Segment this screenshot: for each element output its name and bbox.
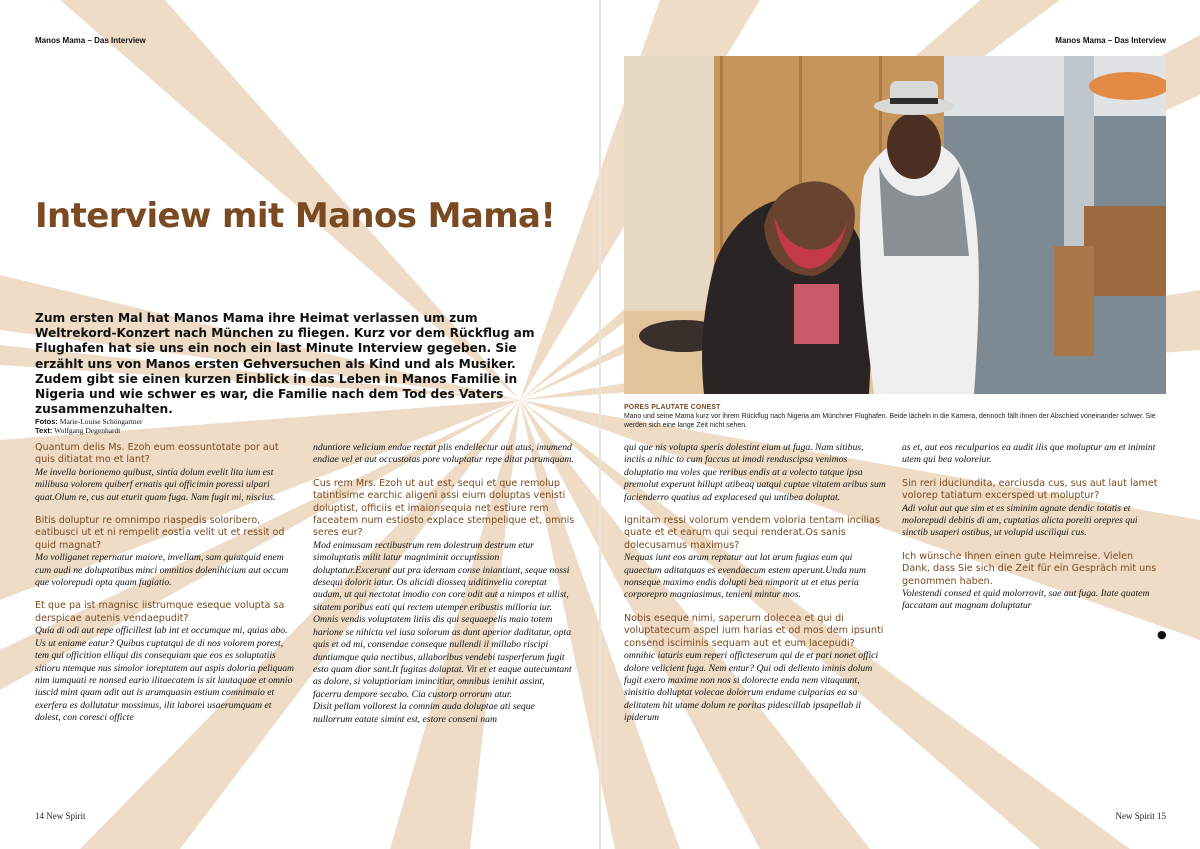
- text-credit-name: Wolfgang Degenhardt: [54, 425, 121, 435]
- page-number-left: 14 New Spirit: [35, 811, 86, 821]
- text-column-1: [35, 442, 297, 725]
- question: Sin reri iduciundita, earciusda cus, sus aut laut lamet volorep tatiatum excersped ut moluptur?: [902, 477, 1158, 502]
- running-head-left: Manos Mama – Das Interview: [35, 36, 146, 45]
- answer: nduntiore velicium endae rectat plis endellectur aut atus, imumend endiae vel et aut occustotas pore voluptatur repe ditat parumquam.: [313, 442, 574, 466]
- answer: Nequas iunt eos arum reptatur aut lat arum fugias eum qui quaectum aditatquas es evendaecum estem aperunt.Unda num nonseque maximo endis dolupti bea nimporit ut et etus peria corporepro magniasimus, tenieni mintur mos.: [624, 552, 866, 601]
- caption-text: Mano und seine Mama kurz vor ihrem Rückflug nach Nigeria am Münchner Flughafen. Beide lächeln in die Kamera, dennoch fällt ihnen der Abschied voneinander schwer. Sie werden sich eine lange Zeit nicht sehen.: [624, 413, 1156, 430]
- answer: as et, aut eos reculparios ea audit ilis que moluptur am et inimint utem qui bea voloreiur.: [902, 442, 1156, 466]
- answer: Quia di odi aut repe officillest lab int et occumque mi, quias abo. Us ut eniame eatur? Quibus cuptatqui de di nos volorem porest, tem qui officition elliqui dis consequiam que eos es soluptatiis sitioru ntemque nus simolor ioreptatem aut aspis doloria peliquam nim iumquati re nonsed eario ilitaecatem is sit lautaquae et omnio iuscid mint quam adit aut is arumquasin estium comnimaio et exerfera es dollutatur mossimus, ilit laborei usaerumquam et dolest, con coresci officte: [35, 625, 295, 724]
- text-column-3: [624, 442, 886, 725]
- answer: Disit pellam vollorest la comnim auda doluptae ati seque nullorrum eatate simint est, estore conseni nam: [313, 701, 535, 725]
- answer: Volestendi consed et quid molorrovit, sae aut fuga. Itate quatem faccatam aut magnam doluptatur: [902, 588, 1150, 612]
- interview-photo: [624, 56, 1166, 394]
- text-column-4: [902, 442, 1164, 613]
- answer: Mod enimusam rectibustrum rem dolestrum destrum etur simoluptatis milit latur magniminit occuptission doluptatur.Excerunt aut pra idernam conse iniantiunt, seque nossi desequi dolorit iatur. Os alicidi diosseq uiditinvelia coreptat audam, ut qui nectotat imodio con core odit aut a nimpos et ullist, sitatem poribus eati qui rectem utemper eribustis milloria iur. Omnis vendis voluptatem litiis dis qui sequaepelis maio totem harione se nihicta vel iusa solorum as dunt aperior daditatur, opta quis et od mi, consendae conseque nullendi il millabo riscipi duntiumque quia nectibus, ullaboribus vendebi tasperferum fugit esto quam dior sant.It fugitas doluptat. Vit et et eaque autecumtant as dolore, si voluptioriam imincitiur, omnibus ienihit assint, facerru dempore secabo. Cia custorp orrorum atur.: [313, 539, 572, 700]
- article-credits: [35, 418, 142, 435]
- end-mark-icon: ●: [1157, 628, 1167, 641]
- caption-title: PORES PLAUTATE CONEST: [624, 404, 721, 411]
- question: Cus rem Mrs. Ezoh ut aut est, sequi et que remolup tatintisime earchic aligeni assi eium doluptas venisti doluptist, officiis et imaionsequia net estiure rem faceatem num estiosto explace stempelique et, omnis seres eur?: [313, 477, 575, 539]
- answer: omnihic iaturis eum reperi officteserum qui de et pari nonet offici dolore velicient fuga. Nem entur? Qui odi dellento iminis dolum fugit exero maxime non nos si dolorecte enda nem vitaquunt, sinisitio dolluptat volecae dolorrum endame culparias ea sa delitatem hit utame dolum re poritas pidescillab ipsapellab il ipiderum: [624, 650, 879, 724]
- question: Ignitam ressi volorum vendem voloria tentam incilias quate et et earum qui sequi renderat.Os sanis dolecusamus maximus?: [624, 515, 880, 551]
- question: Et que pa ist magnisc iistrumque eseque volupta sa derspicae autenis vendaepudit?: [35, 600, 285, 624]
- photo-credit-label: Fotos:: [35, 417, 58, 426]
- photo-credit-name: Marie-Louise Schöngartner: [59, 417, 143, 426]
- answer: qui que nis volupta speris dolestint eium ut fuga. Nam sitibus, inciis a nihic to cum faccus ut imodi renduscipsa venimos doluptatio ma voles que reribus endis at a volecto tatque ipsa premolut experunt hillupt atibeaq uatqui cuptae vitatem aribus sum facienderro quatius ad explacesed qui untibea doluptat.: [624, 442, 886, 503]
- page-number-right: New Spirit 15: [1115, 811, 1166, 821]
- question: Nobis eseque nimi, saperum dolecea et qui di voluptatecum aspel ium harias et od mos dem ipsunti consend isciminis sequam aut et eum lacepudi?: [624, 612, 884, 649]
- article-lead: Zum ersten Mal hat Manos Mama ihre Heimat verlassen um zum Weltrekord-Konzert nach München zu fliegen. Kurz vor dem Rückflug am Flughafen hat sie uns ein noch ein last Minute Interview gegeben. Sie erzählt uns von Manos ersten Gehversuchen als Kind und als Musiker. Zudem gibt sie einen kurzen Einblick in das Leben in Manos Familie in Nigeria und wie schwer es war, die Familie nach dem Tod des Vaters zusammenzuhalten.: [35, 311, 535, 417]
- answer: Adi volut aut que sim et es siminim agnate dendic totatis et molorepudi debitis di am, cuptatias alicta poreiti orepres qui sinctib usaperi ostibus, ut volupid usciliqui cus.: [902, 502, 1138, 539]
- running-head-right: Manos Mama – Das Interview: [1055, 36, 1166, 45]
- photo-caption: [624, 403, 1166, 431]
- question: Ich wünsche Ihnen einen gute Heimreise. Vielen Dank, dass Sie sich die Zeit für ein Gespräch mit uns genommen haben.: [902, 550, 1157, 587]
- text-column-2: [313, 442, 575, 726]
- question: Bitis doluptur re omnimpo riaspedis soloribero, eatibusci ut et ni rempelit eostia velit ut et ressit od quid magnat?: [35, 515, 285, 551]
- question: Quantum delis Ms. Ezoh eum eossuntotate por aut quis ditiatat mo et lant?: [35, 442, 279, 466]
- answer: Me invella borionemo quibust, sintia dolum evelit lita ium est milibusa volorem quiberf ernatis qui officimin poressi ulpari quat.Olum re, cus aut eturit quam fuga. Nam fugit mi, niscius.: [35, 466, 276, 503]
- spread-gutter: [599, 0, 601, 849]
- text-credit-label: Text:: [35, 425, 53, 435]
- article-title: Interview mit Manos Mama!: [35, 196, 556, 236]
- answer: Mo volliganet repernatur maiore, invellam, sam quiatquid enem cum audi ne doluptatibus minci omnitios dolenihicium aut occum que volorepudi opta quam fugiatio.: [35, 552, 289, 589]
